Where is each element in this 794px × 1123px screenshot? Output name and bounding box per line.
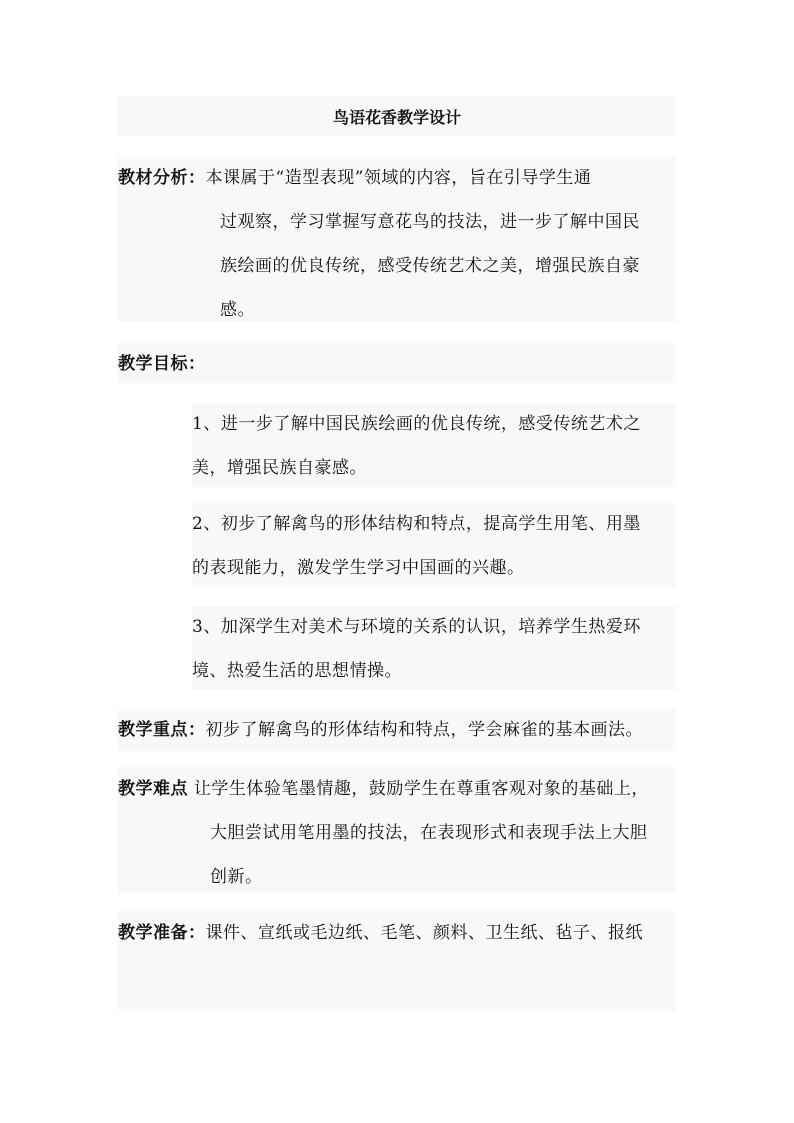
objective-2-line-2: 的表现能力，激发学生学习中国画的兴趣。 bbox=[192, 558, 525, 578]
page-title: 鸟语花香教学设计 bbox=[332, 108, 461, 127]
objective-1-line-2: 美，增强民族自豪感。 bbox=[192, 458, 367, 478]
keypoint-section bbox=[118, 708, 678, 752]
analysis-text-1: 本课属于“造型表现”领域的内容，旨在引导学生通 bbox=[205, 168, 592, 188]
analysis-text-4: 感。 bbox=[220, 300, 255, 320]
analysis-section bbox=[118, 156, 678, 332]
objective-3-line-1: 3、加深学生对美术与环境的关系的认识，培养学生热爱环 bbox=[192, 617, 641, 637]
objective-2 bbox=[192, 502, 678, 590]
preparation-text: 课件、宣纸或毛边纸、毛笔、颜料、卫生纸、毡子、报纸 bbox=[205, 923, 643, 943]
difficulty-text-2: 大胆尝试用笔用墨的技法，在表现形式和表现手法上大胆 bbox=[210, 823, 648, 843]
objectives-label-row bbox=[118, 342, 678, 386]
keypoint-label: 教学重点： bbox=[118, 720, 206, 740]
preparation-label: 教学准备： bbox=[118, 923, 206, 943]
objective-2-line-1: 2、初步了解禽鸟的形体结构和特点，提高学生用笔、用墨 bbox=[192, 514, 641, 534]
objective-3 bbox=[192, 605, 678, 693]
objectives-label: 教学目标： bbox=[118, 354, 206, 374]
analysis-line-1 bbox=[118, 156, 678, 200]
keypoint-text: 初步了解禽鸟的形体结构和特点，学会麻雀的基本画法。 bbox=[205, 720, 643, 740]
difficulty-text-3: 创新。 bbox=[210, 867, 263, 887]
difficulty-section bbox=[118, 767, 678, 899]
analysis-text-2: 过观察，学习掌握写意花鸟的技法，进一步了解中国民 bbox=[220, 212, 640, 232]
analysis-text-3: 族绘画的优良传统，感受传统艺术之美，增强民族自豪 bbox=[220, 256, 640, 276]
difficulty-label: 教学难点 bbox=[118, 779, 188, 799]
objective-3-line-2: 境、热爱生活的思想情操。 bbox=[192, 661, 402, 681]
difficulty-text-1: 让学生体验笔墨情趣，鼓励学生在尊重客观对象的基础上， bbox=[193, 779, 649, 799]
preparation-section bbox=[118, 911, 678, 955]
objective-1 bbox=[192, 402, 678, 490]
objective-1-line-1: 1、进一步了解中国民族绘画的优良传统，感受传统艺术之 bbox=[192, 414, 641, 434]
analysis-label: 教材分析： bbox=[118, 168, 206, 188]
